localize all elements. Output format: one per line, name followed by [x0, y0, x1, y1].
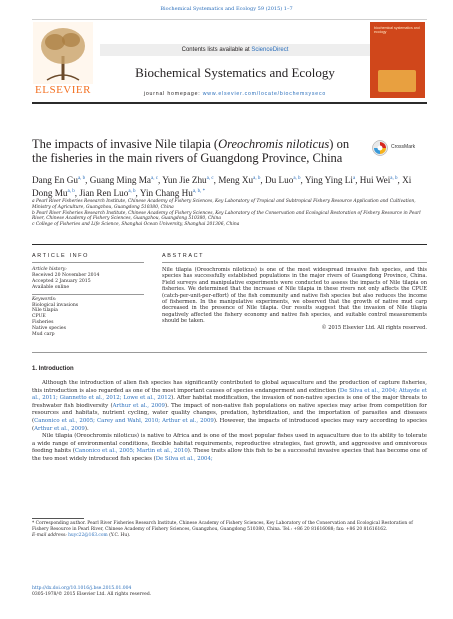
divider: [32, 352, 427, 353]
page-footer: [32, 586, 427, 598]
abstract: [162, 267, 427, 331]
introduction-body: [32, 380, 427, 464]
elsevier-logo: [33, 22, 93, 98]
keyword: Biological invasions: [32, 302, 79, 308]
author-name[interactable]: Jian Ren Luo: [79, 188, 129, 199]
keyword: Native species: [32, 326, 66, 332]
contents-lists-banner: [100, 44, 370, 56]
footnote-divider: [32, 518, 84, 519]
text: Nile tilapia (Oreochromis niloticus) is native to Africa and is one of the most popular fishes used in aquaculture due to its ability to tolerate a wide range of environmental conditions, flexible habitat requirements, reproductive strategies, fast growth, and aggressive and omnivorous feeding habits (: [32, 433, 427, 455]
intro-paragraph-1: [32, 380, 427, 433]
cover-title: biochemical systematics and ecology: [374, 26, 420, 35]
article-info-heading: ARTICLE INFO: [32, 253, 89, 259]
keyword: CPUE: [32, 314, 46, 320]
author-name[interactable]: Yin Chang Hu: [139, 188, 193, 199]
homepage-label: journal homepage:: [143, 91, 203, 97]
author-name[interactable]: Du Luo: [264, 175, 294, 186]
email-link[interactable]: huyc22@163.com: [68, 532, 108, 538]
divider: [162, 262, 427, 263]
author-name[interactable]: Ying Ying Li: [304, 175, 353, 186]
divider: [32, 294, 144, 295]
doi-link[interactable]: http://dx.doi.org/10.1016/j.bse.2015.01.004: [32, 586, 132, 591]
homepage-link[interactable]: www.elsevier.com/locate/biochemsyseco: [202, 91, 327, 97]
author-affiliation-marker: a, b: [67, 189, 75, 195]
citation-link[interactable]: De Silva et al., 2004;: [155, 455, 213, 462]
affiliation-b: b Pearl River Fisheries Research Institute, Chinese Academy of Fishery Sciences, Key Laboratory of the Conservation and Ecological Restoration of Fishery Resource in Pearl River, Chinese Academy of Fishery Sciences, Guangzhou, Guangdong 510380, China: [32, 210, 421, 222]
issn-copyright: 0305-1978/© 2015 Elsevier Ltd. All rights reserved.: [32, 592, 152, 597]
title-part-2: ) on the fisheries in the main rivers of Guangdong Province, China: [32, 137, 350, 165]
author-affiliation-marker: a, b: [253, 176, 261, 181]
contents-prefix: Contents lists available at: [181, 47, 252, 53]
keyword: Fisheries: [32, 320, 54, 326]
text: ). After habitat modification, the invasion of non-native species is one of the major threats to freshwater fish biodiversity (: [32, 395, 427, 409]
article-info: [32, 267, 144, 338]
journal-cover-thumbnail: [370, 22, 425, 98]
text: Although the introduction of alien fish species has significantly contributed to global aquaculture and the production of capture fisheries, this introduction is also regarded as one of the most important causes of species endangerment and extinction (: [32, 380, 427, 394]
author-name[interactable]: Meng Xu: [218, 175, 254, 186]
citation-link[interactable]: Arthur et al., 2009: [34, 425, 85, 432]
keywords-label: Keywords:: [32, 296, 57, 302]
abstract-heading: ABSTRACT: [162, 253, 205, 259]
author-list: Dang En Gu$^{a, b}$, Guang Ming Ma$^{a, c}$, Yun Jie Zhu$^{a, c}$, Meng Xu$^{a, b}$, Du Luo$^{a, b}$, Ying Ying Li$^a$, Hui Wei$^{a, b}$, Xi Dong Mu$^{a, b}$, Jian Ren Luo$^{a, b}$, Yin Chang $Hu^{a, b, *}$: [32, 175, 412, 199]
intro-paragraph-2: [32, 433, 427, 463]
affiliation-c: c College of Fisheries and Life Science, Shanghai Ocean University, Shanghai 201306, China: [32, 222, 240, 228]
author-name[interactable]: Xi Dong Mu: [32, 175, 412, 199]
footnote-text: * Corresponding author. Pearl River Fisheries Research Institute, Chinese Academy of Fishery Sciences, Key Laboratory of the Conservation and Ecological Restoration of Fishery Resource in Pearl River, Chinese Academy of Fishery Sciences, Guangzhou, Guangdong 510380, China. Tel.: +86 20 81616088; fax: +86 20 81616162.: [32, 521, 413, 532]
crossmark-icon[interactable]: [372, 140, 388, 156]
author-affiliation-marker: a, b: [390, 176, 398, 181]
author-affiliation-marker: a, b: [128, 189, 136, 195]
author-name[interactable]: Guang Ming Ma: [89, 175, 152, 186]
title-part-1: The impacts of invasive Nile tilapia (: [32, 137, 219, 151]
keyword: Mud carp: [32, 332, 55, 338]
author-affiliation-marker: a, c: [151, 176, 158, 181]
citation-link[interactable]: De Silva et al., 2004; Attayde et al., 2011; Giannetto et al., 2012; Lowe et al., 2012: [32, 387, 427, 402]
author-affiliation-marker: a, c: [206, 176, 214, 181]
email-label: E-mail address:: [32, 532, 69, 538]
journal-homepage: [100, 91, 370, 97]
journal-citation[interactable]: Biochemical Systematics and Ecology 59 (2015) 1–7: [160, 6, 293, 12]
text: ). These traits allow this fish to be a successful invasive species that has become one of the two most widely introduced fish species (: [32, 448, 427, 462]
cover-image: [378, 70, 416, 92]
history-accepted: Accepted 2 January 2015: [32, 278, 91, 284]
title-species-name: Oreochromis niloticus: [218, 137, 330, 151]
article-title: [32, 137, 362, 165]
corresponding-author-footnote: [32, 521, 427, 538]
citation-link[interactable]: Arthur et al., 2009: [112, 402, 165, 409]
affiliations: [32, 199, 432, 228]
author-affiliation-marker: a: [352, 176, 356, 181]
abstract-copyright: © 2015 Elsevier Ltd. All rights reserved.: [321, 324, 427, 331]
citation-link[interactable]: Canonico et al., 2005; Martin et al., 2010: [74, 448, 188, 455]
keyword: Nile tilapia: [32, 308, 58, 314]
author-name[interactable]: Yun Jie Zhu: [162, 175, 207, 186]
history-available: Available online: [32, 284, 70, 290]
section-heading-introduction: 1. Introduction: [32, 366, 74, 372]
citation-link[interactable]: Canonico et al., 2005; Carey and Wahl, 2010; Arthur et al., 2009: [34, 417, 214, 424]
abstract-text: Nile tilapia (Oreochromis niloticus) is one of the most widespread invasive fish species, and this species has successfully established populations in the major rivers of Guangdong Province, China. Field surveys and manipulative experiments were conducted to assess the impacts of Nile tilapia on fisheries. We determined that the increase of Nile tilapia in these rivers not only affects the CPUE (catch-per-unit-per-effort) of the fish community and native fish species but also reduces the income of fishermen. In the manipulative experiments, we observed that the growth of native mud carp decreased in the presence of Nile tilapia. Our results suggest that the invasion of Nile tilapia negatively affected the fishery economy and native fish species, and suitable control measurements should be taken.: [162, 267, 427, 325]
publisher-name: ELSEVIER: [35, 84, 91, 96]
divider: [32, 262, 144, 263]
author-affiliation-marker: a, b: [77, 176, 86, 181]
history-received: Received 20 November 2014: [32, 272, 100, 278]
text: ). However, the impacts of introduced species may vary according to species (: [32, 417, 427, 432]
crossmark-label[interactable]: CrossMark: [391, 144, 416, 150]
sciencedirect-link[interactable]: ScienceDirect: [251, 47, 289, 53]
journal-title: Biochemical Systematics and Ecology: [135, 65, 335, 80]
divider: [32, 244, 427, 245]
author-name[interactable]: Hui Wei: [359, 175, 391, 186]
elsevier-tree-icon: [33, 22, 93, 84]
author-affiliation-marker: a, b, *: [192, 189, 206, 195]
author-name[interactable]: Dang En Gu: [32, 175, 78, 186]
text: ). The impact of non-native fish populations on native species may arise from competition for resources and habitats, nutrient cycling, water quality changes, predation, hybridization, and the importation of parasites and diseases (: [32, 402, 427, 424]
author-affiliation-marker: a, b: [293, 176, 301, 181]
text: ).: [84, 425, 89, 432]
affiliation-a: a Pearl River Fisheries Research Institute, Chinese Academy of Fishery Sciences, Key Laboratory of Tropical and Subtropical Fishery Resource Application and Cultivation, Ministry of Agriculture, Guangzhou, Guangdong 510380, China: [32, 199, 416, 210]
history-label: Article history:: [32, 267, 67, 272]
email-suffix: (Y.C. Hu).: [107, 532, 131, 538]
